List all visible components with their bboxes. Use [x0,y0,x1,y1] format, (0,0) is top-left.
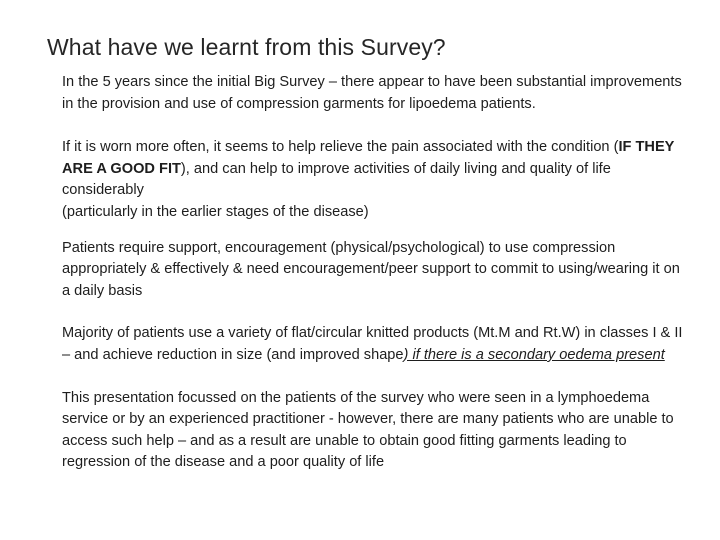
paragraph-presentation-focus: This presentation focussed on the patients of the survey who were seen in a lymphoedema service or by an experienced practitioner - however, there are many patients who are unable to access such help – and as a result are unable to obtain good fitting garments leading to regression of the disease and a poor quality of life [62,389,674,471]
good-fit-emphasis: IF THEY ARE A GOOD FIT [62,139,675,177]
paragraph-wear-often [62,137,692,223]
paragraph-wear-often-text-a: If it is worn more often, it seems to help relieve the pain associated with the condition ( [62,139,619,156]
paragraph-wear-often-text-b: ), and can help to improve activities of daily living and quality of life considerably [62,160,611,199]
slide-title: What have we learnt from this Survey? [47,34,446,60]
paragraph-knitted-products [62,323,692,366]
paragraph-wear-often-text-c: (particularly in the earlier stages of the disease) [62,203,369,220]
paragraph-big-survey: In the 5 years since the initial Big Survey – there appear to have been substantial improvements in the provision and use of compression garments for lipoedema patients. [62,74,682,112]
slide-body [62,72,692,496]
paragraph-knitted-products-text: Majority of patients use a variety of flat/circular knitted products (Mt.M and Rt.W) in classes I & II – and achieve reduction in size (and improved shape [62,325,683,363]
secondary-oedema-note: ) if there is a secondary oedema present [403,346,665,363]
paragraph-patient-support: Patients require support, encouragement (physical/psychological) to use compression appropriately & effectively & need encouragement/peer support to commit to using/wearing it on a daily basis [62,239,680,299]
